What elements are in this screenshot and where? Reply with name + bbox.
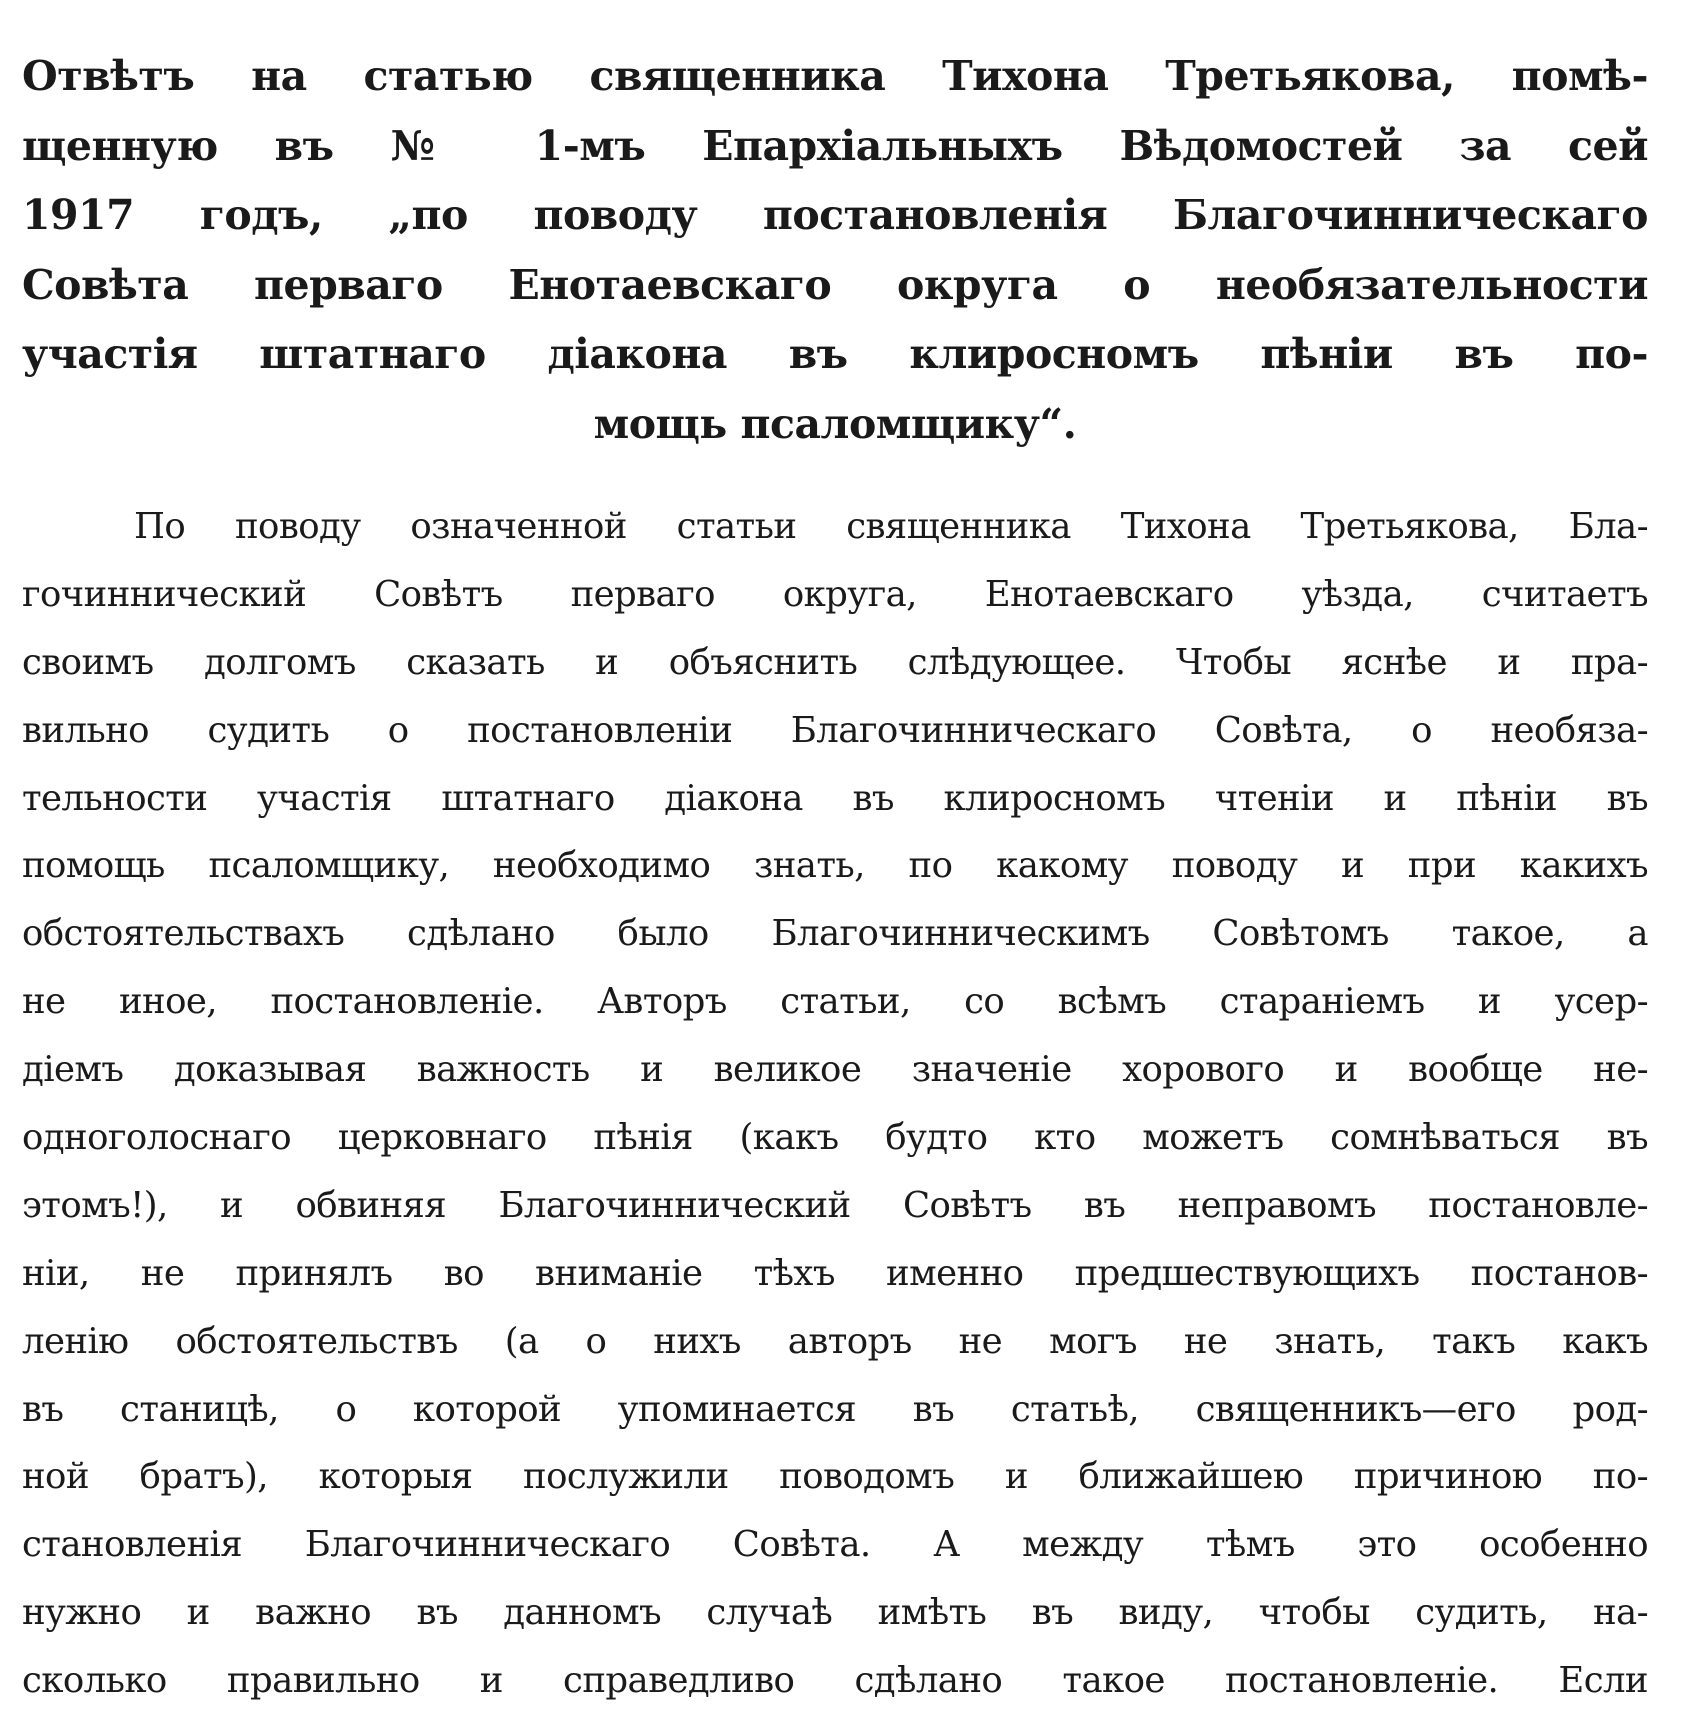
body-line: ленію обстоятельствъ (а о нихъ авторъ не могъ не знать, такъ какъ bbox=[22, 1320, 1648, 1362]
body-line: становленія Благочинническаго Совѣта. А между тѣмъ это особенно bbox=[22, 1524, 1648, 1566]
body-line: нужно и важно въ данномъ случаѣ имѣть въ виду, чтобы судить, на- bbox=[22, 1592, 1648, 1634]
title-line: участія штатнаго діакона въ клиросномъ пѣніи въ по- bbox=[22, 330, 1648, 378]
title-line: 1917 годъ, „по поводу постановленія Благочинническаго bbox=[22, 191, 1648, 239]
body-line: обстоятельствахъ сдѣлано было Благочинническимъ Совѣтомъ такое, а bbox=[22, 913, 1648, 955]
body-line: тельности участія штатнаго діакона въ клиросномъ чтеніи и пѣніи въ bbox=[22, 777, 1648, 819]
document-page bbox=[22, 42, 1648, 1715]
title-line: Отвѣтъ на статью священника Тихона Третьякова, помѣ- bbox=[22, 52, 1648, 100]
title-line: Совѣта перваго Енотаевскаго округа о необязательности bbox=[22, 260, 1648, 309]
body-line: ніи, не принялъ во вниманіе тѣхъ именно предшествующихъ постанов- bbox=[22, 1252, 1648, 1294]
body-line: одноголоснаго церковнаго пѣнія (какъ будто кто можетъ сомнѣваться въ bbox=[22, 1117, 1648, 1159]
body-line: помощь псаломщику, необходимо знать, по какому поводу и при какихъ bbox=[22, 845, 1648, 887]
body-line: въ станицѣ, о которой упоминается въ статьѣ, священникъ—его род- bbox=[22, 1388, 1648, 1430]
body-line: не иное, постановленіе. Авторъ статьи, со всѣмъ стараніемъ и усер- bbox=[22, 981, 1648, 1023]
body-line: вильно судить о постановленіи Благочинническаго Совѣта, о необяза- bbox=[22, 709, 1648, 751]
body-line: гочиннический Совѣтъ перваго округа, Енотаевскаго уѣзда, считаетъ bbox=[22, 573, 1648, 615]
body-line: діемъ доказывая важность и великое значеніе хорового и вообще не- bbox=[22, 1049, 1648, 1091]
article-body bbox=[22, 493, 1648, 1715]
body-line: своимъ долгомъ сказать и объяснить слѣдующее. Чтобы яснѣе и пра- bbox=[22, 641, 1648, 683]
title-line: мощь псаломщику“. bbox=[593, 399, 1077, 448]
body-line: этомъ!), и обвиняя Благочиннический Совѣтъ въ неправомъ постановле- bbox=[22, 1184, 1648, 1226]
body-line: ной братъ), которыя послужили поводомъ и ближайшею причиною по- bbox=[22, 1456, 1648, 1498]
title-line: щенную въ № 1-мъ Епархіальныхъ Вѣдомостей за сей bbox=[22, 121, 1648, 170]
article-title bbox=[22, 42, 1648, 459]
body-line: По поводу означенной статьи священника Тихона Третьякова, Бла- bbox=[134, 506, 1648, 547]
body-line: сколько правильно и справедливо сдѣлано такое постановленіе. Если bbox=[22, 1660, 1648, 1702]
